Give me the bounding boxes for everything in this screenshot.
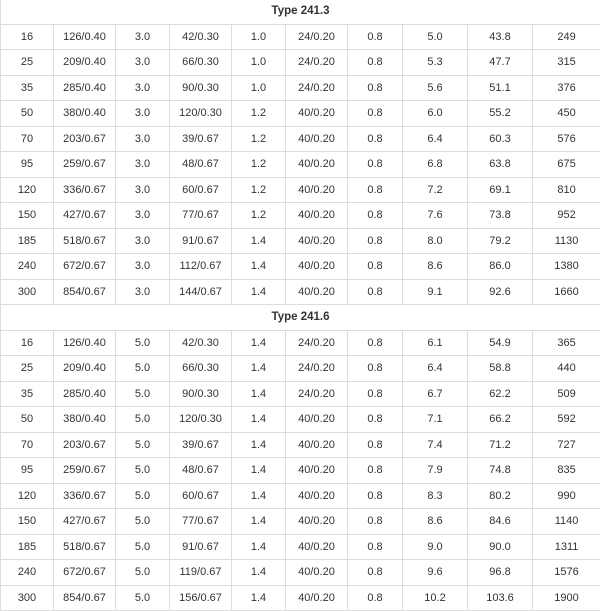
table-cell: 90/0.30: [170, 381, 232, 407]
table-cell: 9.0: [403, 534, 468, 560]
table-cell: 1130: [533, 228, 600, 254]
section-header-row: [1, 305, 600, 331]
table-cell: 450: [533, 101, 600, 127]
table-cell: 40/0.20: [286, 407, 348, 433]
table-cell: 24/0.20: [286, 356, 348, 382]
table-cell: 119/0.67: [170, 560, 232, 586]
table-cell: 0.8: [348, 50, 403, 76]
table-cell: 0.8: [348, 203, 403, 229]
table-cell: 7.9: [403, 458, 468, 484]
table-cell: 5.0: [116, 458, 170, 484]
table-cell: 0.8: [348, 509, 403, 535]
table-cell: 1.4: [232, 279, 286, 305]
table-cell: 43.8: [468, 24, 533, 50]
table-row: [1, 509, 600, 535]
table-cell: 156/0.67: [170, 585, 232, 611]
table-cell: 7.6: [403, 203, 468, 229]
table-row: [1, 24, 600, 50]
table-cell: 259/0.67: [54, 458, 116, 484]
table-cell: 1.4: [232, 585, 286, 611]
table-cell: 440: [533, 356, 600, 382]
table-cell: 39/0.67: [170, 126, 232, 152]
table-cell: 62.2: [468, 381, 533, 407]
table-cell: 203/0.67: [54, 432, 116, 458]
table-cell: 0.8: [348, 381, 403, 407]
table-cell: 95: [1, 458, 54, 484]
table-cell: 1.2: [232, 126, 286, 152]
table-cell: 91/0.67: [170, 534, 232, 560]
table-cell: 40/0.20: [286, 432, 348, 458]
table-cell: 376: [533, 75, 600, 101]
table-cell: 427/0.67: [54, 509, 116, 535]
table-row: [1, 407, 600, 433]
table-row: [1, 101, 600, 127]
table-cell: 40/0.20: [286, 177, 348, 203]
table-cell: 672/0.67: [54, 254, 116, 280]
table-cell: 365: [533, 330, 600, 356]
table-cell: 92.6: [468, 279, 533, 305]
table-cell: 810: [533, 177, 600, 203]
table-cell: 63.8: [468, 152, 533, 178]
table-cell: 5.0: [116, 407, 170, 433]
table-cell: 0.8: [348, 534, 403, 560]
table-cell: 240: [1, 560, 54, 586]
table-cell: 672/0.67: [54, 560, 116, 586]
table-cell: 3.0: [116, 254, 170, 280]
table-cell: 3.0: [116, 279, 170, 305]
table-cell: 40/0.20: [286, 126, 348, 152]
table-cell: 0.8: [348, 330, 403, 356]
table-cell: 380/0.40: [54, 101, 116, 127]
table-cell: 150: [1, 203, 54, 229]
section-header-row: [1, 0, 600, 24]
table-cell: 55.2: [468, 101, 533, 127]
table-cell: 77/0.67: [170, 509, 232, 535]
table-cell: 84.6: [468, 509, 533, 535]
table-cell: 16: [1, 330, 54, 356]
table-cell: 203/0.67: [54, 126, 116, 152]
table-cell: 0.8: [348, 407, 403, 433]
table-cell: 285/0.40: [54, 381, 116, 407]
table-cell: 8.6: [403, 254, 468, 280]
table-row: [1, 585, 600, 611]
table-cell: 336/0.67: [54, 483, 116, 509]
table-cell: 126/0.40: [54, 24, 116, 50]
table-cell: 48/0.67: [170, 152, 232, 178]
table-cell: 5.0: [116, 560, 170, 586]
table-cell: 42/0.30: [170, 24, 232, 50]
table-cell: 90/0.30: [170, 75, 232, 101]
table-cell: 1.4: [232, 432, 286, 458]
table-cell: 3.0: [116, 177, 170, 203]
table-cell: 5.0: [116, 330, 170, 356]
table-cell: 249: [533, 24, 600, 50]
table-cell: 126/0.40: [54, 330, 116, 356]
table-cell: 35: [1, 75, 54, 101]
table-cell: 0.8: [348, 483, 403, 509]
table-cell: 727: [533, 432, 600, 458]
table-cell: 9.1: [403, 279, 468, 305]
table-row: [1, 330, 600, 356]
table-cell: 0.8: [348, 458, 403, 484]
table-cell: 35: [1, 381, 54, 407]
table-cell: 0.8: [348, 152, 403, 178]
table-cell: 40/0.20: [286, 585, 348, 611]
section-title: Type 241.6: [1, 305, 600, 331]
table-cell: 1660: [533, 279, 600, 305]
table-cell: 24/0.20: [286, 75, 348, 101]
table-cell: 5.3: [403, 50, 468, 76]
table-cell: 66/0.30: [170, 356, 232, 382]
table-cell: 120/0.30: [170, 101, 232, 127]
table-cell: 40/0.20: [286, 101, 348, 127]
table-cell: 39/0.67: [170, 432, 232, 458]
table-cell: 1.4: [232, 254, 286, 280]
table-cell: 0.8: [348, 254, 403, 280]
table-cell: 24/0.20: [286, 381, 348, 407]
table-cell: 77/0.67: [170, 203, 232, 229]
table-cell: 1.4: [232, 356, 286, 382]
table-cell: 120: [1, 483, 54, 509]
table-cell: 952: [533, 203, 600, 229]
table-cell: 70: [1, 126, 54, 152]
table-cell: 8.6: [403, 509, 468, 535]
table-cell: 25: [1, 356, 54, 382]
table-cell: 7.4: [403, 432, 468, 458]
table-row: [1, 254, 600, 280]
table-cell: 3.0: [116, 24, 170, 50]
table-cell: 144/0.67: [170, 279, 232, 305]
table-cell: 509: [533, 381, 600, 407]
table-cell: 69.1: [468, 177, 533, 203]
table-cell: 300: [1, 279, 54, 305]
table-cell: 990: [533, 483, 600, 509]
table-row: [1, 534, 600, 560]
table-cell: 71.2: [468, 432, 533, 458]
table-row: [1, 203, 600, 229]
table-cell: 120/0.30: [170, 407, 232, 433]
table-cell: 336/0.67: [54, 177, 116, 203]
table-row: [1, 75, 600, 101]
table-cell: 1.4: [232, 560, 286, 586]
table-cell: 40/0.20: [286, 560, 348, 586]
table-cell: 1311: [533, 534, 600, 560]
table-cell: 103.6: [468, 585, 533, 611]
table-cell: 427/0.67: [54, 203, 116, 229]
table-cell: 1.0: [232, 75, 286, 101]
table-cell: 24/0.20: [286, 330, 348, 356]
table-cell: 6.8: [403, 152, 468, 178]
table-row: [1, 126, 600, 152]
table-cell: 1.4: [232, 407, 286, 433]
table-cell: 1.0: [232, 24, 286, 50]
table-cell: 1900: [533, 585, 600, 611]
table-cell: 518/0.67: [54, 534, 116, 560]
table-cell: 40/0.20: [286, 279, 348, 305]
table-cell: 1.4: [232, 483, 286, 509]
table-cell: 6.7: [403, 381, 468, 407]
table-cell: 5.0: [116, 509, 170, 535]
table-cell: 518/0.67: [54, 228, 116, 254]
table-cell: 3.0: [116, 50, 170, 76]
table-body: [1, 0, 600, 611]
table-cell: 592: [533, 407, 600, 433]
table-cell: 8.0: [403, 228, 468, 254]
table-cell: 380/0.40: [54, 407, 116, 433]
table-cell: 1576: [533, 560, 600, 586]
table-cell: 3.0: [116, 126, 170, 152]
table-cell: 3.0: [116, 203, 170, 229]
table-cell: 95: [1, 152, 54, 178]
table-cell: 0.8: [348, 228, 403, 254]
table-cell: 16: [1, 24, 54, 50]
table-cell: 1380: [533, 254, 600, 280]
table-cell: 1.4: [232, 534, 286, 560]
table-row: [1, 560, 600, 586]
table-cell: 120: [1, 177, 54, 203]
table-cell: 5.0: [116, 585, 170, 611]
table-cell: 3.0: [116, 228, 170, 254]
table-cell: 40/0.20: [286, 534, 348, 560]
table-cell: 0.8: [348, 75, 403, 101]
table-cell: 112/0.67: [170, 254, 232, 280]
table-row: [1, 356, 600, 382]
table-cell: 0.8: [348, 560, 403, 586]
table-cell: 40/0.20: [286, 254, 348, 280]
table-row: [1, 279, 600, 305]
table-cell: 24/0.20: [286, 50, 348, 76]
table-cell: 40/0.20: [286, 509, 348, 535]
table-cell: 5.0: [116, 432, 170, 458]
table-cell: 1.2: [232, 101, 286, 127]
table-cell: 90.0: [468, 534, 533, 560]
table-cell: 9.6: [403, 560, 468, 586]
table-cell: 40/0.20: [286, 152, 348, 178]
table-cell: 0.8: [348, 585, 403, 611]
table-row: [1, 432, 600, 458]
table-cell: 40/0.20: [286, 228, 348, 254]
table-cell: 1.4: [232, 330, 286, 356]
table-cell: 0.8: [348, 432, 403, 458]
table-cell: 285/0.40: [54, 75, 116, 101]
table-cell: 0.8: [348, 126, 403, 152]
table-cell: 1.4: [232, 509, 286, 535]
table-cell: 835: [533, 458, 600, 484]
table-cell: 5.6: [403, 75, 468, 101]
table-cell: 0.8: [348, 356, 403, 382]
table-cell: 1.2: [232, 203, 286, 229]
table-cell: 675: [533, 152, 600, 178]
table-cell: 854/0.67: [54, 585, 116, 611]
table-cell: 51.1: [468, 75, 533, 101]
table-cell: 86.0: [468, 254, 533, 280]
table-cell: 25: [1, 50, 54, 76]
table-cell: 6.4: [403, 126, 468, 152]
table-cell: 6.1: [403, 330, 468, 356]
table-row: [1, 483, 600, 509]
table-cell: 0.8: [348, 177, 403, 203]
table-cell: 54.9: [468, 330, 533, 356]
table-row: [1, 177, 600, 203]
table-cell: 6.0: [403, 101, 468, 127]
section-title: Type 241.3: [1, 0, 600, 24]
table-cell: 79.2: [468, 228, 533, 254]
table-row: [1, 152, 600, 178]
table-cell: 42/0.30: [170, 330, 232, 356]
table-cell: 1.4: [232, 228, 286, 254]
table-cell: 854/0.67: [54, 279, 116, 305]
table-cell: 7.2: [403, 177, 468, 203]
table-cell: 58.8: [468, 356, 533, 382]
table-cell: 576: [533, 126, 600, 152]
table-cell: 5.0: [116, 483, 170, 509]
table-cell: 74.8: [468, 458, 533, 484]
table-cell: 6.4: [403, 356, 468, 382]
table-cell: 240: [1, 254, 54, 280]
table-cell: 1.2: [232, 177, 286, 203]
table-cell: 209/0.40: [54, 356, 116, 382]
table-cell: 5.0: [116, 534, 170, 560]
table-cell: 5.0: [403, 24, 468, 50]
table-cell: 8.3: [403, 483, 468, 509]
table-row: [1, 228, 600, 254]
table-cell: 5.0: [116, 356, 170, 382]
table-cell: 66/0.30: [170, 50, 232, 76]
table-cell: 1.4: [232, 458, 286, 484]
table-cell: 7.1: [403, 407, 468, 433]
table-cell: 185: [1, 534, 54, 560]
table-cell: 96.8: [468, 560, 533, 586]
table-cell: 40/0.20: [286, 203, 348, 229]
table-cell: 40/0.20: [286, 483, 348, 509]
table-cell: 60/0.67: [170, 483, 232, 509]
table-cell: 80.2: [468, 483, 533, 509]
table-cell: 47.7: [468, 50, 533, 76]
table-cell: 50: [1, 101, 54, 127]
table-cell: 3.0: [116, 152, 170, 178]
table-cell: 24/0.20: [286, 24, 348, 50]
table-cell: 150: [1, 509, 54, 535]
table-cell: 315: [533, 50, 600, 76]
table-cell: 70: [1, 432, 54, 458]
table-cell: 1.0: [232, 50, 286, 76]
table-row: [1, 458, 600, 484]
table-cell: 185: [1, 228, 54, 254]
table-cell: 50: [1, 407, 54, 433]
table-cell: 60.3: [468, 126, 533, 152]
table-cell: 40/0.20: [286, 458, 348, 484]
table-cell: 1140: [533, 509, 600, 535]
table-cell: 0.8: [348, 101, 403, 127]
table-cell: 91/0.67: [170, 228, 232, 254]
table-cell: 1.4: [232, 381, 286, 407]
table-cell: 48/0.67: [170, 458, 232, 484]
table-row: [1, 381, 600, 407]
table-cell: 300: [1, 585, 54, 611]
table-cell: 3.0: [116, 101, 170, 127]
table-cell: 0.8: [348, 24, 403, 50]
table-cell: 1.2: [232, 152, 286, 178]
table-cell: 0.8: [348, 279, 403, 305]
table-cell: 73.8: [468, 203, 533, 229]
table-cell: 3.0: [116, 75, 170, 101]
table-cell: 5.0: [116, 381, 170, 407]
table-cell: 66.2: [468, 407, 533, 433]
table-cell: 259/0.67: [54, 152, 116, 178]
table-cell: 60/0.67: [170, 177, 232, 203]
table-cell: 10.2: [403, 585, 468, 611]
table-cell: 209/0.40: [54, 50, 116, 76]
table-row: [1, 50, 600, 76]
